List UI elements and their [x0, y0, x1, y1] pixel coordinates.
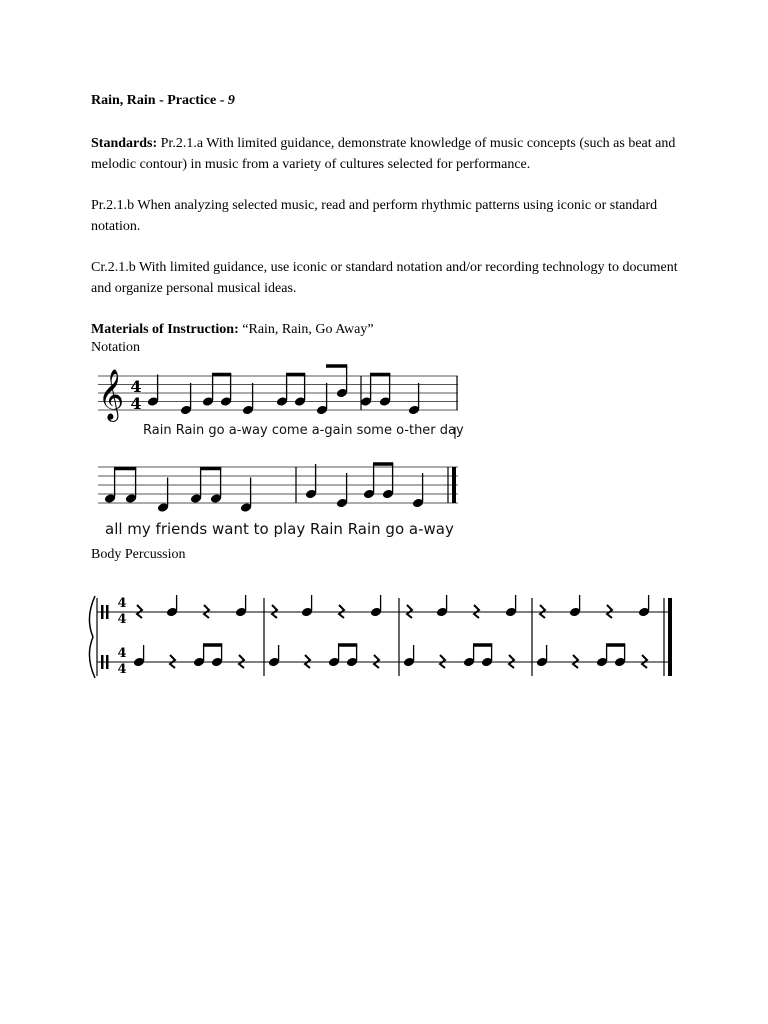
lyrics-line-1: Rain Rain go a-way come a-gain some o-ther day	[143, 423, 464, 438]
pr-standard-text: Pr.2.1.b When analyzing selected music, read and perform rhythmic patterns using iconic or standard notation.	[91, 198, 658, 234]
time-signature-top: 4	[117, 646, 127, 662]
time-signature-top: 4	[130, 377, 142, 397]
document-title	[91, 93, 235, 109]
materials-text: “Rain, Rain, Go Away”	[238, 322, 374, 337]
lyrics-line-2: all my friends want to play Rain Rain go a-way	[105, 520, 454, 538]
standards-text: Pr.2.1.a With limited guidance, demonstrate knowledge of music concepts (such as beat and melodic contour) in music from a variety of cultures selected for performance.	[91, 136, 676, 172]
percussion-clef-bar	[106, 605, 109, 619]
notation-label: Notation	[91, 340, 140, 355]
staff-brace	[89, 596, 95, 678]
percussion-clef-bar	[101, 655, 104, 669]
standards-paragraph	[91, 133, 691, 175]
time-signature-top: 4	[117, 596, 127, 612]
title-number: 9	[227, 93, 235, 108]
time-signature-bottom: 4	[130, 394, 142, 414]
stray-tick-mark	[454, 426, 458, 440]
percussion-clef-bar	[101, 605, 104, 619]
notation-staff-1	[96, 366, 466, 426]
pr-standard-paragraph	[91, 195, 691, 237]
percussion-clef-bar	[106, 655, 109, 669]
standards-label: Standards:	[91, 136, 158, 151]
body-percussion-score	[89, 580, 679, 690]
cr-standard-text: Cr.2.1.b With limited guidance, use iconic or standard notation and/or recording technology to document and organize personal musical ideas.	[91, 260, 678, 296]
materials-label: Materials of Instruction:	[91, 322, 239, 337]
time-signature-bottom: 4	[117, 662, 127, 678]
cr-standard-paragraph	[91, 257, 691, 299]
materials-paragraph	[91, 319, 691, 340]
title-text: Rain, Rain - Practice -	[91, 93, 228, 108]
time-signature-bottom: 4	[117, 612, 127, 628]
body-percussion-label: Body Percussion	[91, 547, 186, 562]
notation-staff-2	[96, 463, 466, 523]
treble-clef-icon: 𝄞	[98, 369, 125, 421]
